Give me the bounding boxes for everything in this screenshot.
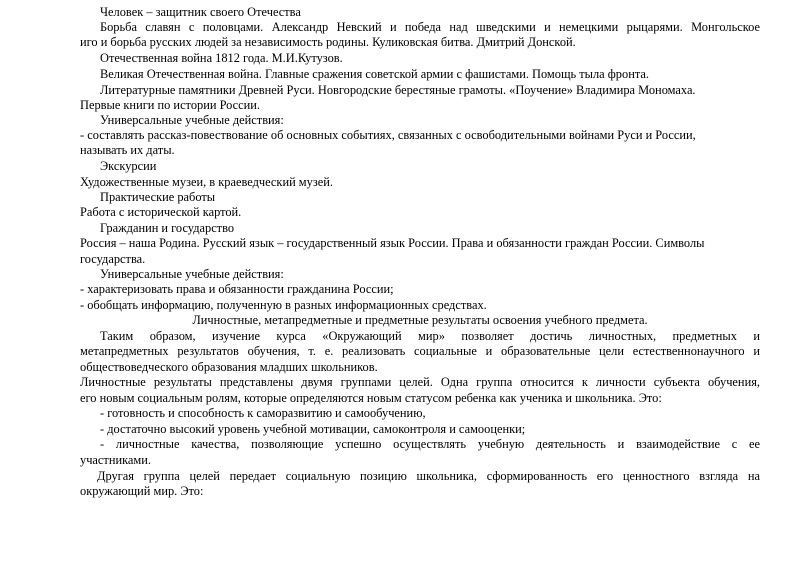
list-item: - обобщать информацию, полученную в разных информационных средствах. bbox=[80, 298, 487, 312]
paragraph-line: его новым социальным ролям, которые определяются новым статусом ребенка как ученика и школьника. Это: bbox=[80, 391, 662, 405]
paragraph-line: Первые книги по истории России. bbox=[80, 98, 261, 112]
subheading: Универсальные учебные действия: bbox=[100, 267, 284, 281]
list-item: - составлять рассказ-повествование об основных событиях, связанных с освободительными войнами Руси и России, bbox=[80, 128, 696, 142]
paragraph-line: участниками. bbox=[80, 453, 152, 467]
section-heading: Гражданин и государство bbox=[100, 221, 235, 235]
paragraph-line: Художественные музеи, в краеведческий музей. bbox=[80, 175, 333, 189]
section-heading: Человек – защитник своего Отечества bbox=[100, 5, 301, 19]
paragraph-line: Россия – наша Родина. Русский язык – государственный язык России. Права и обязанности граждан России. Символы bbox=[80, 236, 705, 250]
paragraph-line: окружающий мир. Это: bbox=[80, 484, 204, 498]
list-item: - характеризовать права и обязанности гражданина России; bbox=[80, 282, 394, 296]
paragraph-line: Литературные памятники Древней Руси. Новгородские берестяные грамоты. «Поучение» Владимира Мономаха. bbox=[100, 83, 696, 97]
paragraph-line: Отечественная война 1812 года. М.И.Кутузов. bbox=[100, 51, 343, 65]
section-heading: Личностные, метапредметные и предметные результаты освоения учебного предмета. bbox=[192, 313, 648, 327]
subheading: Практические работы bbox=[100, 190, 216, 204]
paragraph-line: государства. bbox=[80, 252, 146, 266]
paragraph-line: Личностные результаты представлены двумя группами целей. Одна группа относится к личности субъекта обучения, bbox=[80, 375, 760, 389]
paragraph-line: Таким образом, изучение курса «Окружающий мир» позволяет достичь личностных, предметных и bbox=[100, 329, 760, 343]
paragraph-line: Работа с исторической картой. bbox=[80, 205, 242, 219]
paragraph-line: метапредметных результатов обучения, т. е. реализовать социальные и образовательные цели естественнонаучного и bbox=[80, 344, 760, 358]
paragraph-line: обществоведческого образования младших школьников. bbox=[80, 360, 378, 374]
paragraph-line: Другая группа целей передает социальную позицию школьника, сформированность его ценностного взгляда на bbox=[97, 469, 760, 483]
paragraph-line: называть их даты. bbox=[80, 143, 175, 157]
paragraph-line: Борьба славян с половцами. Александр Невский и победа над шведскими и немецкими рыцарями. Монгольское bbox=[100, 20, 760, 34]
list-item: - личностные качества, позволяющие успешно осуществлять учебную деятельность и взаимодействие с ее bbox=[100, 437, 760, 451]
list-item: - готовность и способность к саморазвитию и самообучению, bbox=[100, 406, 426, 420]
subheading: Экскурсии bbox=[100, 159, 157, 173]
paragraph-line: Великая Отечественная война. Главные сражения советской армии с фашистами. Помощь тыла фронта. bbox=[100, 67, 649, 81]
list-item: - достаточно высокий уровень учебной мотивации, самоконтроля и самооценки; bbox=[100, 422, 526, 436]
paragraph-line: иго и борьба русских людей за независимость родины. Куликовская битва. Дмитрий Донской. bbox=[80, 35, 576, 49]
subheading: Универсальные учебные действия: bbox=[100, 113, 284, 127]
